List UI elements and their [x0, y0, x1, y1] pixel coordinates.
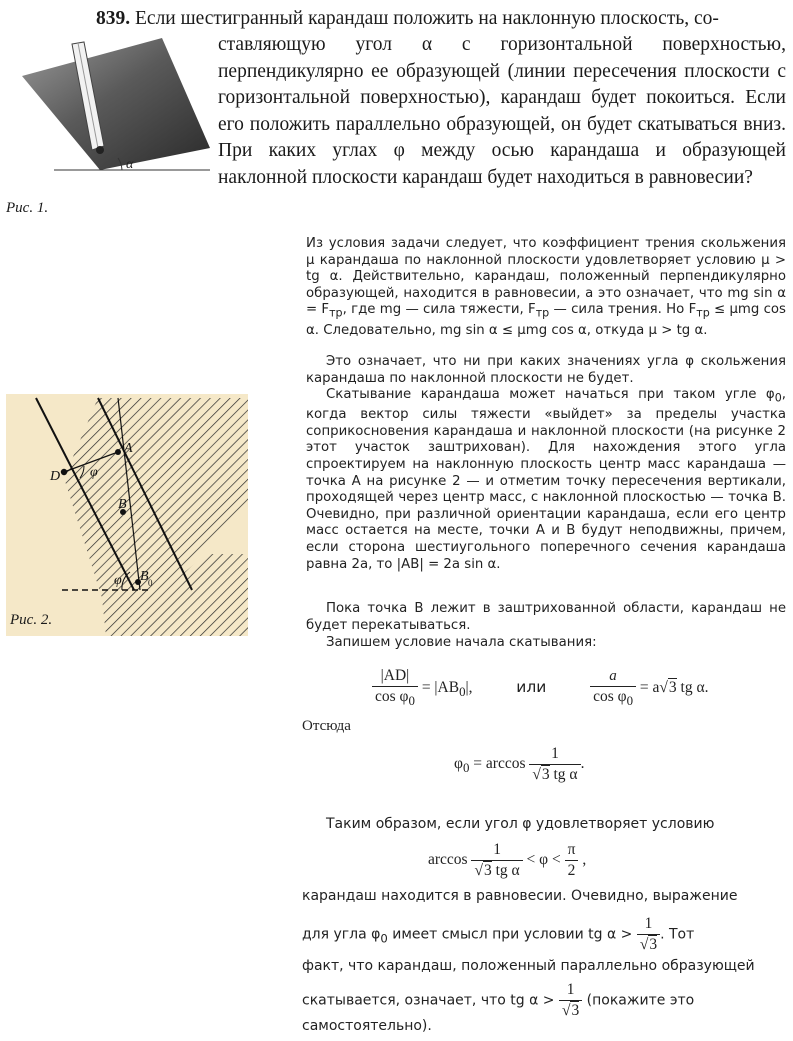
- solution-paragraph-11: самостоятельно).: [302, 1018, 432, 1034]
- equation-2: $\varphi_0 = \arccos$ $\frac{1}{\text{√3 tg α}}$ .: [454, 745, 585, 783]
- point-A: [115, 449, 121, 455]
- problem-first-line: [96, 6, 786, 32]
- solution-paragraph-10: скатывается, означает, что tg α > $\frac{1}{√3}$ (покажите это: [302, 981, 695, 1019]
- problem-body: ставляющую угол α с горизонтальной поверхностью, перпендикулярно ее образующей (линии пересечения плоскости с горизонтальной поверхностью), карандаш будет покоиться. Если его положить параллельно образующей, он будет скатываться вниз. При каких углах φ между осью карандаша и образующей наклонной плоскости карандаш будет находиться в равновесии?: [218, 34, 786, 188]
- solution-paragraph-5: Запишем условие начала скатывания:: [326, 635, 597, 650]
- figure-2-caption: Рис. 2.: [10, 612, 53, 628]
- label-B0-subscript: 0: [148, 578, 153, 588]
- solution-paragraph-2: Это означает, что ни при каких значениях угла φ скольжения карандаша по наклонной плоскости не будет.: [306, 354, 786, 386]
- figure-1-caption: Рис. 1.: [6, 200, 49, 216]
- alpha-label: α: [126, 157, 134, 172]
- solution-paragraph-9: факт, что карандаш, положенный параллельно образующей: [302, 958, 755, 974]
- solution-paragraph-6: Таким образом, если угол φ удовлетворяет условию: [326, 816, 715, 832]
- label-D: D: [50, 469, 61, 484]
- figure-2-illustration: [6, 394, 248, 636]
- solution-paragraph-4: Пока точка B лежит в заштрихованной области, карандаш не будет перекатываться.: [306, 601, 786, 633]
- equation-3: arccos $\frac{1}{\text{√3 tg α}}$ < φ < $\frac{\pi}{2}$ ,: [428, 841, 587, 879]
- label-phi-top: φ: [90, 465, 98, 480]
- point-D: [61, 469, 67, 475]
- equation-1: $\frac{|AD|}{\cos \varphi_0}$ = $|AB_0|$, или $\frac{a}{\cos \varphi_0}$ = a√3 tg α.: [372, 666, 708, 711]
- inclined-plane: [22, 38, 210, 170]
- solution-paragraph-8: для угла $\varphi_0$ имеет смысл при условии tg α > $\frac{1}{√3}$ . Тот: [302, 915, 695, 953]
- problem-first-line-text: Если шестигранный карандаш положить на наклонную плоскость, со-: [135, 8, 719, 29]
- label-B0: B: [140, 569, 149, 584]
- problem-number: 839.: [96, 8, 131, 29]
- label-B: B: [118, 497, 127, 512]
- label-phi-bottom: φ: [114, 573, 122, 588]
- hence-label: Отсюда: [302, 718, 351, 734]
- solution-paragraph-3: Скатывание карандаша может начаться при таком угле $\varphi_0$, когда вектор силы тяжести «выйдет» за пределы участка соприкосновения карандаша и наклонной плоскости (на рисунке 2 этот участок заштрихован). Для нахождения этого угла спроектируем на наклонную плоскость центр масс карандаша — точка A на рисунке 2 — и отметим точку пересечения вертикали, проходящей через центр масс, с наклонной плоскостью — точка B. Очевидно, при различной ориентации карандаша, если его центр масс остается на месте, точки A и B будут неподвижны, причем, если сторона шестиугольного поперечного сечения карандаша равна 2a, то |AB| = 2a sin α.: [306, 387, 786, 572]
- solution-paragraph-1: Из условия задачи следует, что коэффициент трения скольжения μ карандаша по наклонной плоскости удовлетворяет условию μ > tg α. Действительно, карандаш, положенный перпендикулярно образующей, находится в равновесии, а это означает, что mg $\sin \alpha = F_{тр}$, где mg — сила тяжести, $F_{тр}$ — сила трения. Но $F_{тр} \le \mu mg$ cos α. Следовательно, mg sin α ≤ μmg cos α, откуда μ > tg α.: [306, 236, 786, 338]
- label-A: A: [124, 441, 133, 456]
- figure-1-illustration: [14, 30, 214, 178]
- solution-paragraph-7: карандаш находится в равновесии. Очевидно, выражение: [302, 888, 738, 904]
